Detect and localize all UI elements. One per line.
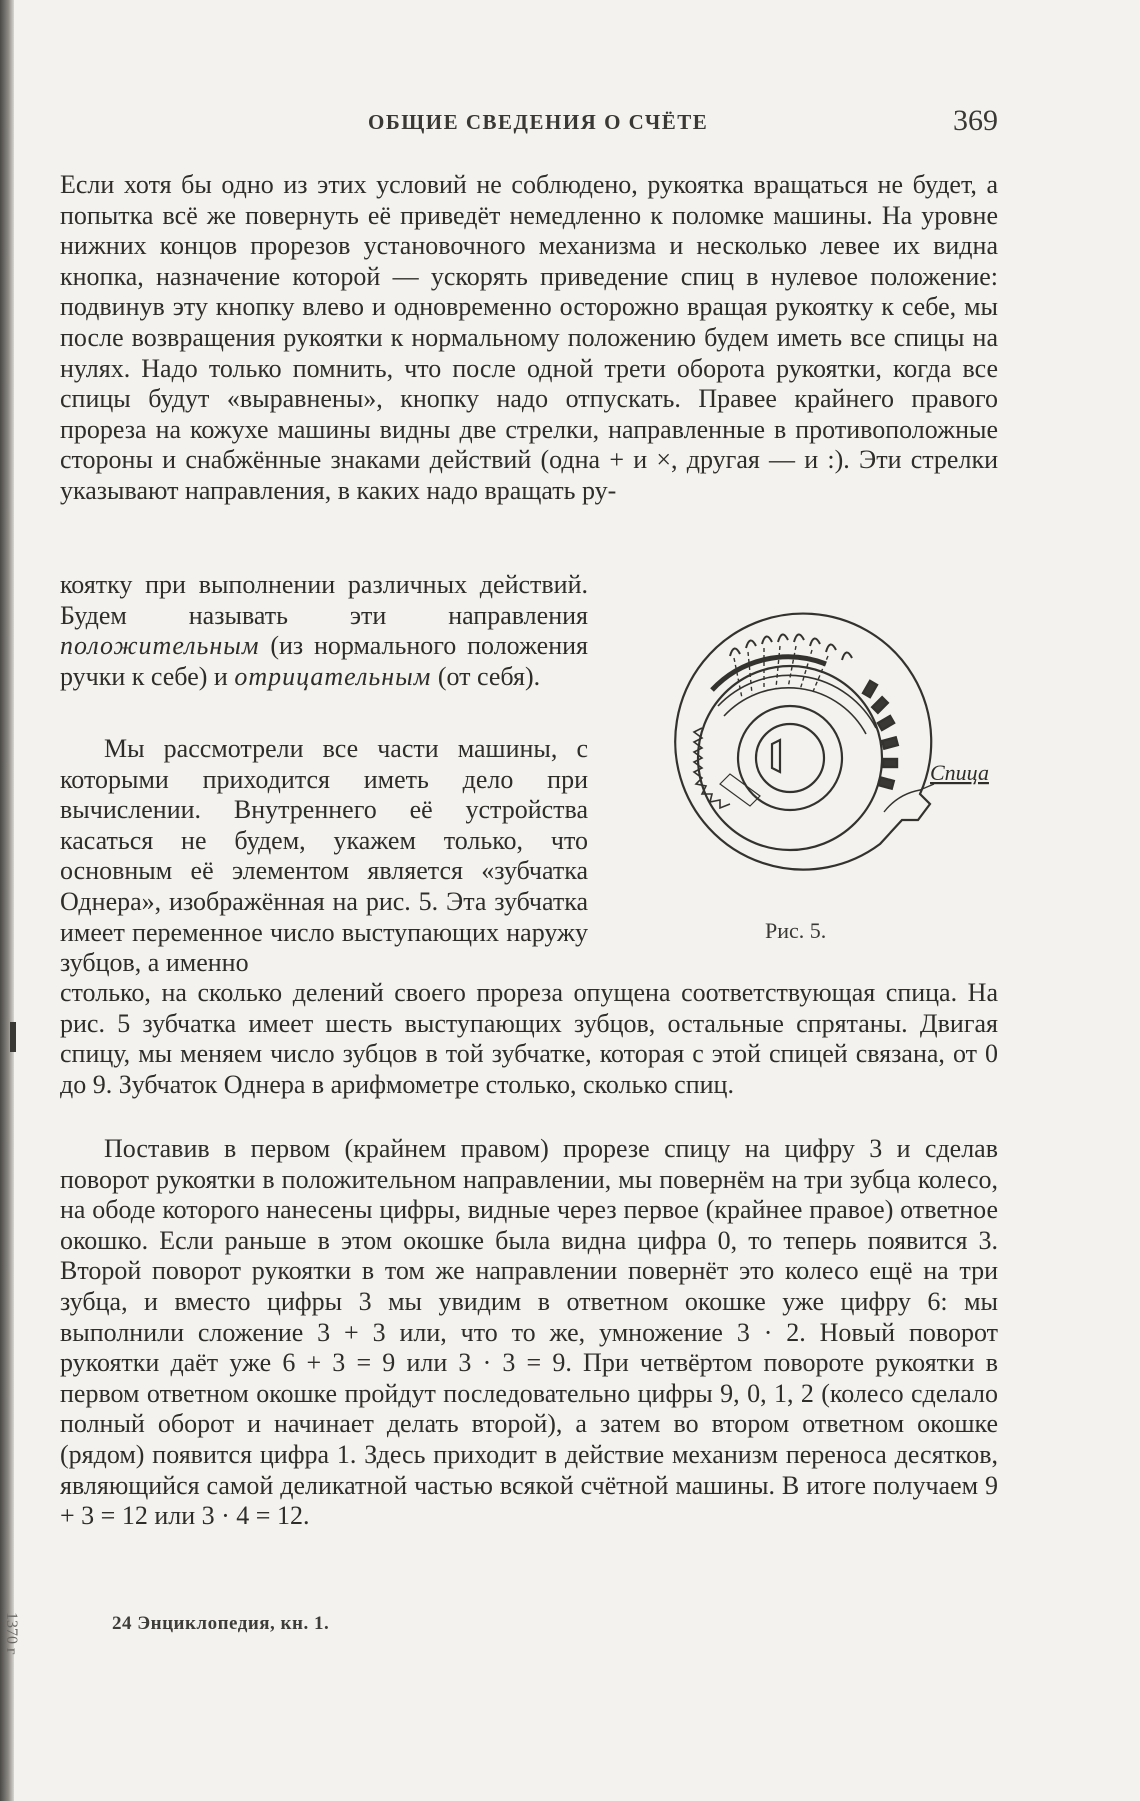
edge-mark xyxy=(3,1612,22,1655)
hub-inner xyxy=(756,724,824,792)
paragraph-1-continuation xyxy=(60,570,588,692)
text-span: (от себя). xyxy=(431,661,541,691)
edge-mark-text: 1370 г xyxy=(3,1612,20,1655)
running-head: ОБЩИЕ СВЕДЕНИЯ О СЧЁТЕ xyxy=(368,110,709,134)
paragraph-3-text: Поставив в первом (крайнем правом) прорезе спицу на цифру 3 и сделав поворот рукоятки в положительном направлении, мы повернём на три зубца колесо, на ободе которого нанесены цифры, видные через первое (крайнее правое) ответное окошко. Если раньше в этом окошке была видна цифра 0, то теперь появится 3. Второй поворот рукоятки в том же направлении повернёт это колесо ещё на три зубца, и вместо цифры 3 мы увидим в ответном окошке уже цифру 6: мы выполнили сложение 3 + 3 или, что то же, умножение 3 · 2. Новый поворот рукоятки даёт уже 6 + 3 = 9 или 3 · 3 = 9. При четвёртом повороте рукоятки в первом ответном окошке пройдут последовательно цифры 9, 0, 1, 2 (колесо сделало полный оборот и начинает делать второй), а затем во втором ответном окошке (рядом) появится цифра 1. Здесь приходит в действие механизм переноса десятков, являющийся самой деликатной частью всякой счётной машины. В итоге получаем 9 + 3 = 12 или 3 · 4 = 12. xyxy=(60,1134,998,1531)
hub-outer xyxy=(738,706,842,810)
signature-mark: 24 Энциклопедия, кн. 1. xyxy=(112,1613,330,1634)
paragraph-1-text: Если хотя бы одно из этих условий не соблюдено, рукоятка вращаться не будет, а попытка всё же повернуть её приведёт немедленно к поломке машины. На уровне нижних концов прорезов установочного механизма и несколько левее их видна кнопка, назначение которой — ускорять приведение спиц в нулевое положение: подвинув эту кнопку влево и одновременно осторожно вращая рукоятку к себе, мы после возвращения рукоятки к нормальному положению будем иметь все спицы на нулях. Надо только помнить, что после одной трети оборота рукоятки, когда все спицы будут «выравнены», кнопку надо отпускать. Правее крайнего правого прореза на кожухе машины видны две стрелки, направленные в противоположные стороны и снабжённые знаками действий (одна + и ×, другая — и :). Эти стрелки указывают направления, в каких надо вращать ру- xyxy=(60,170,998,505)
print-fleck xyxy=(10,1022,16,1052)
paragraph-1-full xyxy=(60,170,998,507)
text-span: коятку при выполнении различных действий. Будем называть эти направления xyxy=(60,570,588,630)
paragraph-2-narrow xyxy=(60,734,588,979)
term-positive: положительным xyxy=(60,631,260,661)
paragraph-2-text: Мы рассмотрели все части машины, с которыми приходится иметь дело при вычислении. Внутреннего её устройства касаться не будем, укажем только, что основным её элементом является «зубчатка Однера», изображённая на рис. 5. Эта зубчатка имеет переменное число выступающих наружу зубцов, а именно xyxy=(60,734,588,978)
page-number: 369 xyxy=(953,104,998,137)
text-span: (из нормального положения ручки к себе) и xyxy=(60,631,588,691)
book-spine-shadow xyxy=(0,0,14,1801)
paragraph-2-continuation: столько, на сколько делений своего прореза опущена соответствующая спица. На рис. 5 зубчатка имеет шесть выступающих зубцов, остальные спрятаны. Двигая спицу, мы меняем число зубцов в той зубчатке, которая с этой спицей связана, от 0 до 9. Зубчаток Однера в арифмометре столько, сколько спиц. xyxy=(60,978,998,1099)
figure-caption: Рис. 5. xyxy=(765,918,827,943)
paragraph-2-full xyxy=(60,978,998,1100)
term-negative: отрицательным xyxy=(234,661,432,691)
pinwheel-drawing xyxy=(630,598,1002,898)
hub-notch xyxy=(772,740,780,772)
inner-ring xyxy=(698,666,882,850)
paragraph-3 xyxy=(60,1134,998,1532)
paragraph-1-narrow xyxy=(60,570,588,692)
spica-label: Спица xyxy=(930,760,989,785)
odhner-pinwheel-figure xyxy=(630,598,1002,898)
